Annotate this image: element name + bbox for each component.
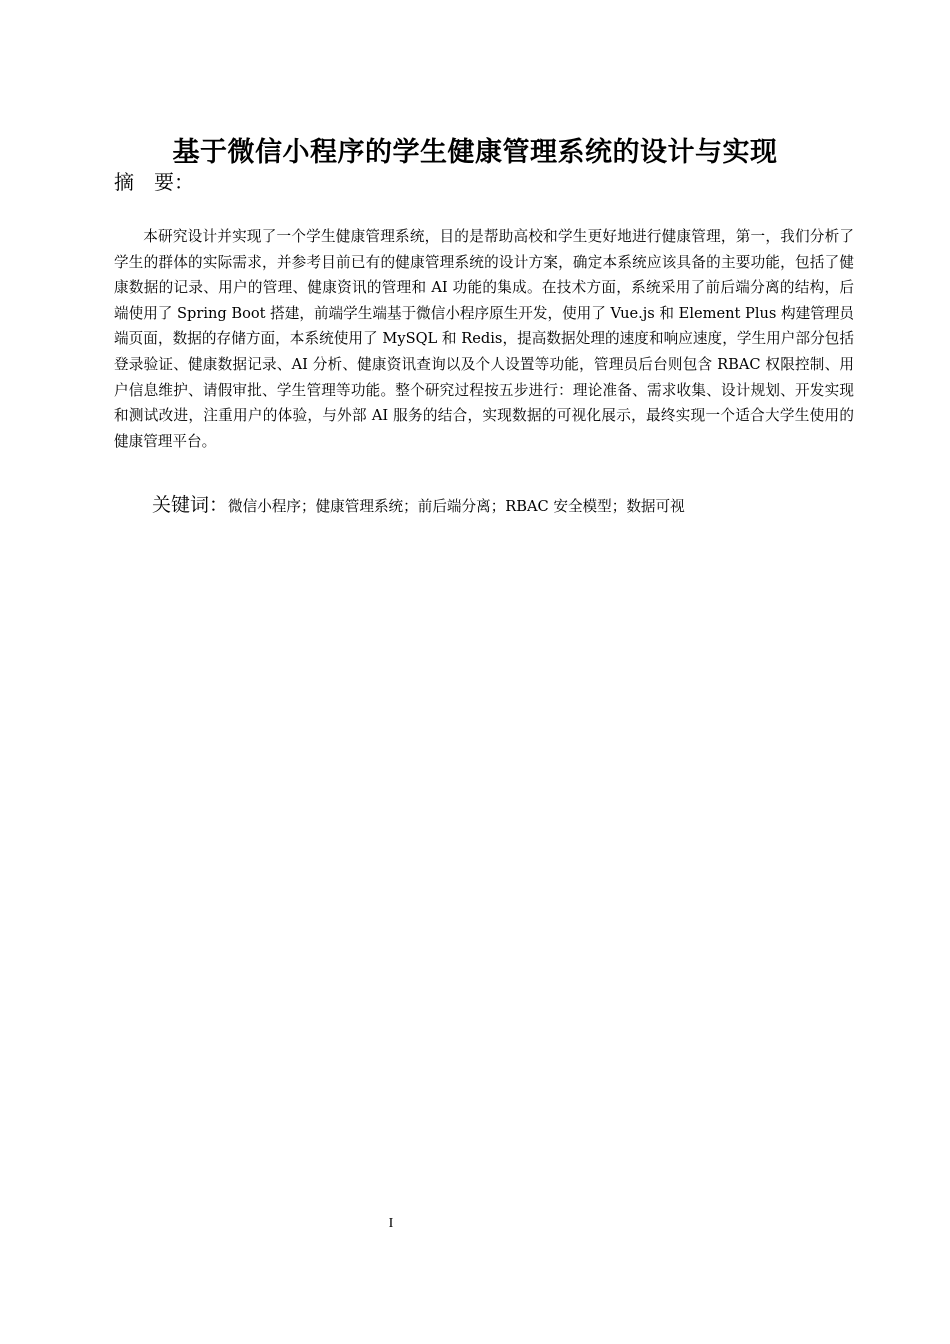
- document-title: 基于微信小程序的学生健康管理系统的设计与实现: [172, 137, 778, 168]
- abstract-heading: 摘 要：: [114, 170, 194, 194]
- page-number: I: [388, 1216, 394, 1231]
- keywords-line: [152, 490, 685, 517]
- abstract-paragraph: 本研究设计并实现了一个学生健康管理系统，目的是帮助高校和学生更好地进行健康管理，第一，我们分析了学生的群体的实际需求，并参考目前已有的健康管理系统的设计方案，确定本系统应该具备的主要功能，包括了健康数据的记录、用户的管理、健康资讯的管理和 AI 功能的集成。在技术方面，系统采用了前后端分离的结构，后端使用了 Spring Boot 搭建，前端学生端基于微信小程序原生开发，使用了 Vue.js 和 Element Plus 构建管理员端页面，数据的存储方面，本系统使用了 MySQL 和 Redis，提高数据处理的速度和响应速度，学生用户部分包括登录验证、健康数据记录、AI 分析、健康资讯查询以及个人设置等功能，管理员后台则包含 RBAC 权限控制、用户信息维护、请假审批、学生管理等功能。整个研究过程按五步进行：理论准备、需求收集、设计规划、开发实现和测试改进，注重用户的体验，与外部 AI 服务的结合，实现数据的可视化展示，最终实现一个适合大学生使用的健康管理平台。: [114, 228, 854, 450]
- keywords-text: 微信小程序；健康管理系统；前后端分离；RBAC 安全模型；数据可视: [228, 498, 685, 515]
- keywords-label: 关键词：: [152, 494, 229, 516]
